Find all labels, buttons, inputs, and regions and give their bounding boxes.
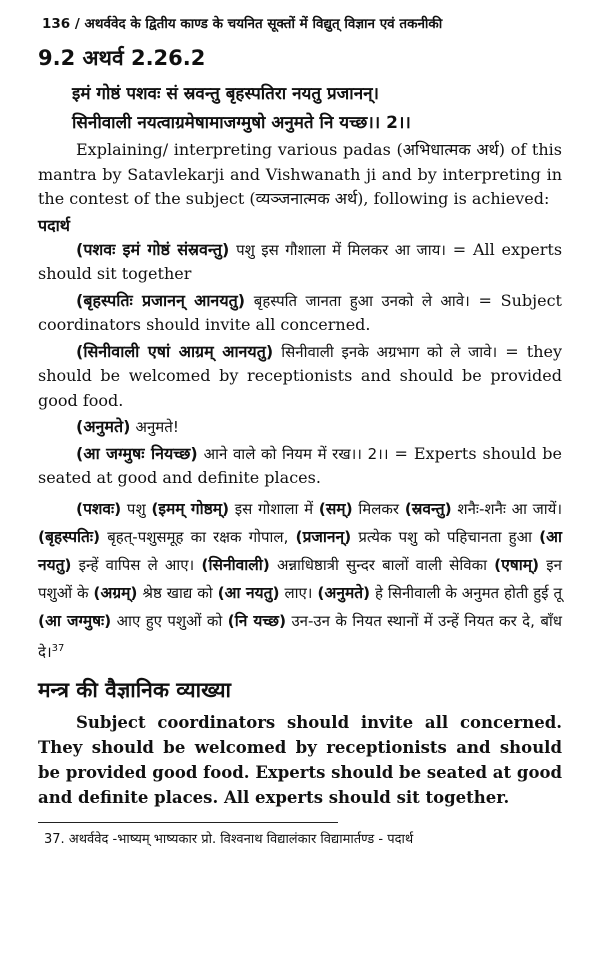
pada-meaning: अन्नाधिष्ठात्री सुन्दर बालों वाली सेविका xyxy=(269,555,495,574)
pada-term: (अग्रम्) xyxy=(93,583,138,602)
gloss-pada: (सिनीवाली एषां आग्रम् आनयतु) xyxy=(76,341,274,361)
gloss-english: = Subject coordinators should invite all concerned. xyxy=(38,290,562,334)
pada-meaning: उन-उन के नियत स्थानों में उन्हें नियत कर दे, बाँध दे। xyxy=(38,611,562,661)
gloss-entry xyxy=(38,238,562,287)
footnote-reference: 37 xyxy=(51,642,65,654)
running-head: 136 / अथर्ववेद के द्वितीय काण्ड के चयनित सूक्तों में विद्युत् विज्ञान एवं तकनीकी xyxy=(42,16,443,32)
pada-term: (बृहस्पतिः) xyxy=(38,527,101,546)
pada-meaning: मिलकर xyxy=(352,499,405,518)
pada-term: (नि यच्छ) xyxy=(227,611,287,630)
gloss-hindi: सिनीवाली इनके अग्रभाग को ले जावे। xyxy=(281,342,498,361)
gloss-english: = All experts should sit together xyxy=(38,239,563,283)
pada-meaning: श्रेष्ठ खाद्य को xyxy=(137,583,218,602)
gloss-entry xyxy=(38,289,562,338)
mantra-verse xyxy=(72,80,562,138)
intro-paragraph: Explaining/ interpreting various padas (अभिधात्मक अर्थ) of this mantra by Satavlekarji and Vishwanath ji and by interpreting in the contest of the subject (व्यञ्जनात्मक अर्थ), following is achieved: xyxy=(38,140,562,208)
pada-meaning: बृहत्-पशुसमूह का रक्षक गोपाल, xyxy=(100,527,296,546)
mantra-line-1: इमं गोष्ठं पशवः सं स्रवन्तु बृहस्पतिरा नयतु प्रजानन्। xyxy=(72,84,380,104)
pada-term: (आ नयतु) xyxy=(38,527,562,574)
pada-meaning: लाए। xyxy=(279,583,318,602)
padartha-label: पदार्थ xyxy=(38,215,70,235)
pada-term: (सम्) xyxy=(318,499,353,518)
gloss-pada: (बृहस्पतिः प्रजानन् आनयतु) xyxy=(76,290,246,310)
gloss-entry xyxy=(38,340,562,414)
scientific-summary: Subject coordinators should invite all concerned. They should be welcomed by receptionists and should be provided good food. Experts should be seated at good and definite places. All experts should sit together. xyxy=(38,712,562,807)
gloss-hindi: पशु इस गौशाला में मिलकर आ जाय। xyxy=(236,240,446,259)
pada-term: (आ जग्मुषः) xyxy=(38,611,112,630)
pada-meaning: इन्हें वापिस ले आए। xyxy=(71,555,202,574)
pada-meaning: आए हुए पशुओं को xyxy=(111,611,228,630)
pada-term: (अनुमते) xyxy=(317,583,371,602)
pada-meaning: इस गोशाला में xyxy=(229,499,319,518)
pada-meaning: शनैः-शनैः आ जायें। xyxy=(451,499,563,518)
gloss-pada: (आ जग्मुषः नियच्छ) xyxy=(76,443,198,463)
gloss-hindi: बृहस्पति जानता हुआ उनको ले आवे। xyxy=(253,291,470,310)
pada-meaning: पशु xyxy=(121,499,152,518)
pada-term: (प्रजानन्) xyxy=(295,527,352,546)
gloss-entry xyxy=(38,442,562,491)
gloss-hindi: अनुमते! xyxy=(135,418,179,436)
pada-term: (पशवः) xyxy=(76,499,122,518)
gloss-english: = Experts should be seated at good and definite places. xyxy=(38,443,563,487)
gloss-pada: (अनुमते) xyxy=(76,417,131,436)
pada-term: (एषाम्) xyxy=(494,555,540,574)
mantra-line-2: सिनीवाली नयत्वाग्रमेषामाजग्मुषो अनुमते नि यच्छ।। 2।। xyxy=(72,113,411,133)
bhavartha-paragraph xyxy=(38,495,562,666)
pada-term: (स्रवन्तु) xyxy=(404,499,452,518)
pada-meaning: प्रत्येक पशु को पहिचानता हुआ xyxy=(351,527,540,546)
pada-meaning: हे सिनीवाली के अनुमत होती हुई तू xyxy=(370,583,562,602)
gloss-hindi: आने वाले को नियम में रख।। 2।। xyxy=(203,444,389,463)
pada-term: (आ नयतु) xyxy=(217,583,280,602)
scientific-interpretation-heading: मन्त्र की वैज्ञानिक व्याख्या xyxy=(38,677,231,702)
footnote: 37. अथर्ववेद -भाष्यम् भाष्यकार प्रो. विश्वनाथ विद्यालंकार विद्यामार्तण्ड - पदार्थ xyxy=(44,831,414,847)
gloss-entry xyxy=(38,415,562,440)
gloss-pada: (पशवः इमं गोष्ठं संस्रवन्तु) xyxy=(76,239,230,259)
pada-meaning: इन पशुओं के xyxy=(38,555,562,602)
pada-term: (इमम् गोष्ठम्) xyxy=(151,499,230,518)
pada-term: (सिनीवाली) xyxy=(201,555,270,574)
footnote-divider xyxy=(38,822,338,823)
section-heading: 9.2 अथर्व 2.26.2 xyxy=(38,46,206,70)
gloss-english: = they should be welcomed by receptionists and should be provided good food. xyxy=(38,341,563,410)
